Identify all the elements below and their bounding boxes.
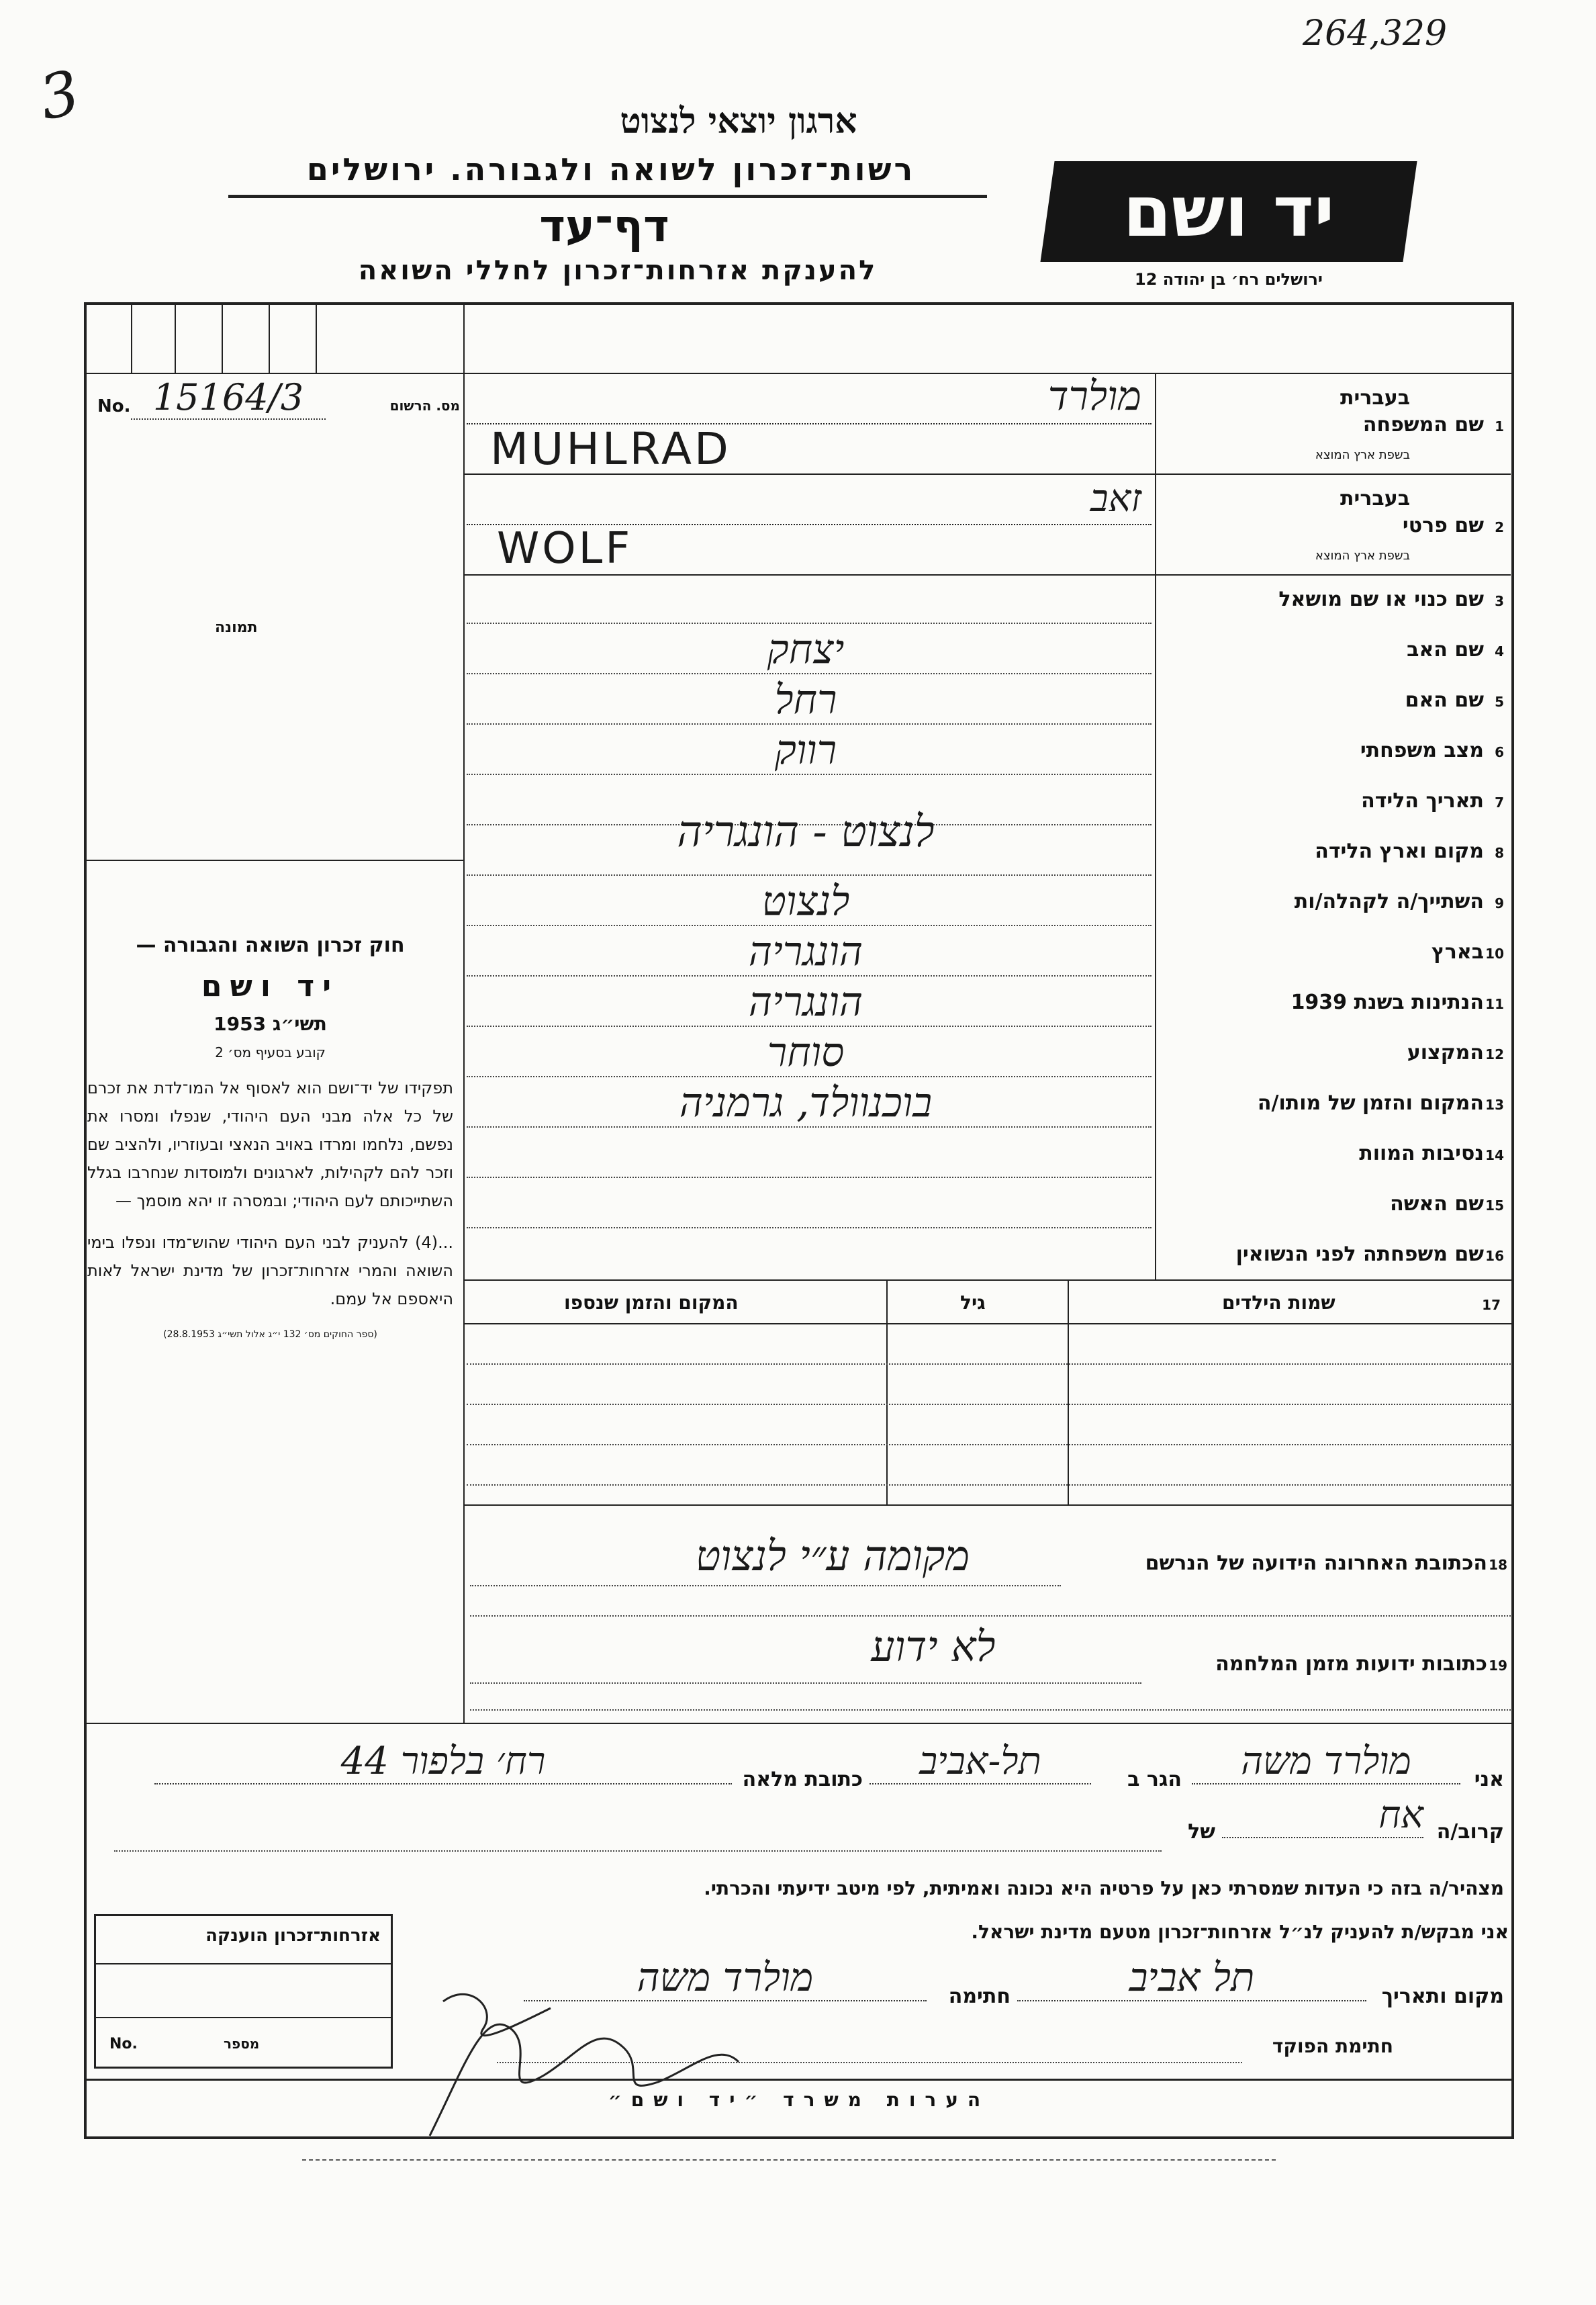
first-name-hebrew: זאב — [1090, 477, 1141, 521]
field-mother-name: שם האם 5 רחל — [463, 675, 1511, 725]
law-paragraph-2: ...(4) להעניק לבני העם היהודי שהוש־מדו ונפלו בימי השואה והמרי אזרחות־זכרון של מדינת ישראל לאות היאספם אל עמם. — [87, 1233, 453, 1308]
law-name: יד ושם — [201, 969, 340, 1003]
law-sidebar — [87, 934, 453, 1340]
field-birth-place: מקום וארץ הלידה 8 לנצוט - הונגריה — [463, 826, 1511, 876]
field-nickname: שם כנוי או שם מושאל 3 — [463, 574, 1511, 625]
declarant-name: מולרד משה — [1192, 1739, 1460, 1784]
family-name-latin: MUHLRAD — [490, 423, 731, 475]
form-title: דף־עד — [539, 200, 669, 252]
footer-notes: הערות משרד ״יד ושם״ — [608, 2089, 990, 2111]
children-col-names: שמות הילדים — [1222, 1292, 1335, 1314]
registration-value: 15164/3 — [131, 376, 326, 420]
statement-1: מצהיר/ה בזה כי העדות שמסרתי כאן על פרטיה היא נכונה ואמיתית, לפי מיטב ידיעתי והכרתי. — [704, 1877, 1504, 1899]
field-wartime-addresses: כתובות ידועות מזמן המלחמה 19 לא ידוע — [463, 1615, 1514, 1723]
declarant-address: רח׳ בלפור 44 — [154, 1739, 732, 1784]
photo-label: תמונה — [215, 619, 258, 636]
relation-value: אח — [1222, 1793, 1423, 1838]
officer-signature-scribble — [403, 1968, 752, 2156]
field-family-name: בעברית שם המשפחה 1 בשפת ארץ המוצא — [1315, 386, 1504, 462]
field-father-name: שם האב 4 יצחק — [463, 625, 1511, 675]
page-mark: 3 — [33, 57, 86, 134]
law-clause: קובע בסעיף מס׳ 2 — [215, 1044, 326, 1060]
logo-text: יד ושם — [1123, 171, 1335, 253]
children-col-place: המקום והזמן שנספו — [564, 1292, 739, 1314]
field-first-name: בעברית שם פרטי 2 בשפת ארץ המוצא — [1315, 487, 1504, 563]
children-table: שמות הילדים 17 גיל המקום והזמן שנספו — [463, 1279, 1514, 1504]
field-nationality-1939: הנתינות בשנת 1939 11 הונגריה — [463, 977, 1511, 1028]
declaration: אני מולרד משה הגר ב תל-אביב כתובת מלאה רח׳ בלפור 44 קרוב/ה אח של מצהיר/ה בזה כי העדות שמסרתי כאן על פרטיה היא נכונה ואמיתית, לפי מיטב ידיעתי והכרתי. — [87, 1733, 1511, 1934]
field-country: בארץ 10 הונגריה — [463, 927, 1511, 977]
field-wife-maiden-name: שם משפחתה לפני הנשואין 16 — [1235, 1242, 1504, 1266]
signature-area: מקום ותאריך תל אביב חתימה מולרד משה חתימת הפוקד — [470, 1948, 1511, 2069]
declarant-city: תל-אביב — [870, 1739, 1091, 1784]
law-year: תשי״ג 1953 — [214, 1013, 327, 1035]
form-subtitle: להענקת אזרחות־זכרון לחללי השואה — [358, 255, 878, 286]
children-col-age: גיל — [960, 1292, 986, 1314]
field-community: השתייך/ה לקהלה/ות 9 לנצוט — [463, 876, 1511, 927]
field-last-address: הכתובת האחרונה הידועה של הנרשם 18 מקומה ע״י לנצוט — [463, 1504, 1514, 1615]
field-birth-date: תאריך הלידה 7 — [463, 776, 1511, 826]
citizenship-stamp-box: אזרחות־זכרון הוענקה No. מספר — [94, 1914, 393, 2069]
yad-vashem-logo — [1040, 161, 1417, 262]
field-death-circumstances: נסיבות המוות 14 — [463, 1128, 1511, 1179]
archive-number: 264,329 — [1303, 13, 1448, 54]
statement-2: אני מבקש/ת להעניק לנ״ל אזרחות־זכרון מטעם מדינת ישראל. — [971, 1921, 1509, 1943]
law-paragraph-1: תפקידו של יד־ושם הוא לאסוף אל המו־לדת את זכרם של כל אלה מבני העם היהודי, שנפלו ומסרו את נפשם, נלחמו ומרדו באויב הנאצי ובעוזריו, ולהציב שם וזכר להם לקהילות, לארגונים ולמוסדות שנחרבו בגלל השתייכותם לעם היהודי; ובמסרה זו יהא מוסמך — — [87, 1079, 453, 1210]
field-profession: המקצוע 12 סוחר — [463, 1028, 1511, 1078]
stamp-box-title: אזרחות־זכרון הוענקה — [205, 1926, 381, 1946]
wartime-address-value: לא ידוע — [871, 1622, 996, 1671]
field-wife-name: שם האשה 15 — [463, 1179, 1511, 1229]
law-reference: (ספר החוקים מס׳ 132 י״ג אלול תשי״ג 28.8.1953) — [163, 1329, 377, 1340]
field-marital-status: מצב משפחתי 6 רווק — [463, 725, 1511, 776]
registration-number: No. 15164/3 מס. הרשום — [97, 376, 460, 418]
last-address-value: מקומה ע״י לנצוט — [695, 1531, 970, 1580]
logo-address: ירושלים רח׳ בן יהודה 12 — [1135, 270, 1323, 289]
field-death-place-time: המקום והזמן של מותו/ה 13 בוכנוולד, גרמניה — [463, 1078, 1511, 1128]
law-title: חוק זכרון השואה והגבורה — — [136, 934, 405, 957]
family-name-hebrew: מולרד — [1047, 373, 1141, 420]
place-date-value: תל אביב — [1017, 1954, 1366, 2001]
authority-name: רשות־זכרון לשואה ולגבורה. ירושלים — [306, 151, 916, 187]
signature-value: מולרד משה — [524, 1954, 927, 2001]
first-name-latin: WOLF — [497, 524, 633, 574]
fields-list — [463, 574, 1511, 1279]
org-line: ארגון יוצאי לנצוט — [620, 101, 857, 142]
